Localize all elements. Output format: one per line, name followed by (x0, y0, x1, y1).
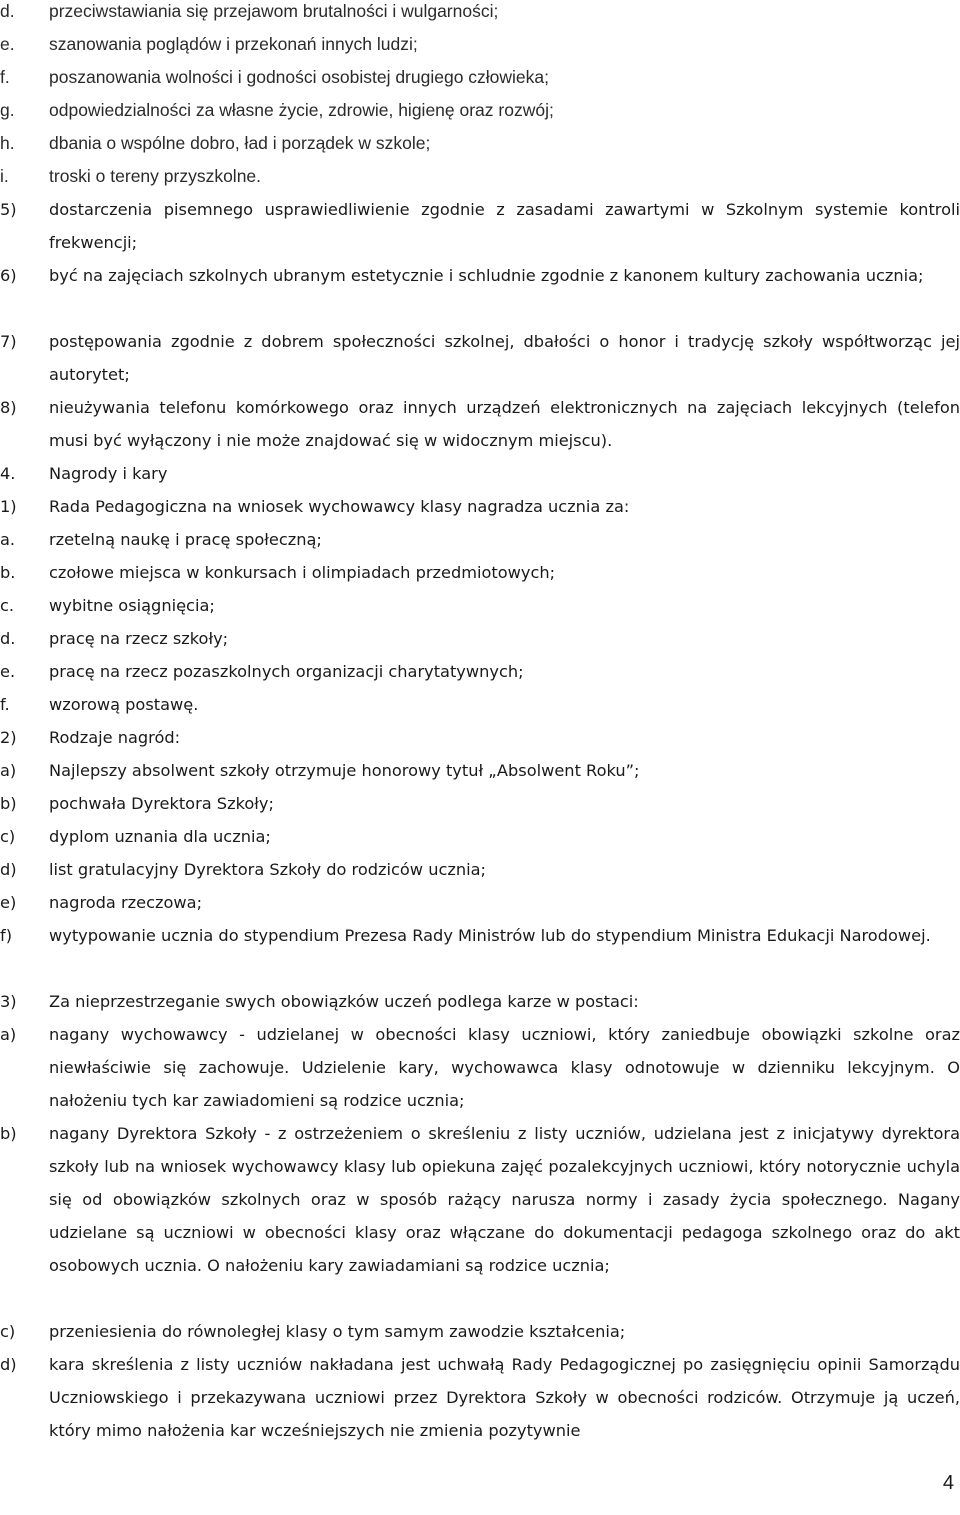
list-item-text: list gratulacyjny Dyrektora Szkoły do rodziców ucznia; (49, 860, 486, 879)
list-item-label: g. (0, 100, 15, 120)
list-item-label: c) (0, 1322, 16, 1341)
list-item-text: wybitne osiągnięcia; (49, 596, 215, 615)
page-number: 4 (942, 1472, 954, 1494)
numbered-item-label: 3) (0, 992, 17, 1011)
numbered-item (0, 325, 960, 391)
numbered-item-text: dostarczenia pisemnego usprawiedliwienie zgodnie z zasadami zawartymi w Szkolnym systemie kontroli frekwencji; (49, 200, 960, 252)
section-heading-label: 4. (0, 464, 16, 483)
numbered-item-label: 8) (0, 398, 17, 417)
numbered-item-text: Rada Pedagogiczna na wniosek wychowawcy klasy nagradza ucznia za: (49, 497, 630, 516)
list-item (0, 28, 960, 61)
list-item-label: b) (0, 794, 17, 813)
list-item-label: a) (0, 1025, 17, 1044)
list-item-label: d) (0, 860, 17, 879)
list-item-text: przeciwstawiania się przejawom brutalności i wulgarności; (49, 1, 499, 21)
numbered-item-text: nieużywania telefonu komórkowego oraz innych urządzeń elektronicznych na zajęciach lekcyjnych (telefon musi być wyłączony i nie może znajdować się w widocznym miejscu). (49, 398, 960, 450)
list-item-label: d) (0, 1355, 17, 1374)
list-item (0, 0, 960, 28)
list-item-label: b. (0, 563, 16, 582)
list-item-label: c. (0, 596, 15, 615)
list-item-label: c) (0, 827, 16, 846)
list-item-text: nagroda rzeczowa; (49, 893, 203, 912)
list-item-text: wytypowanie ucznia do stypendium Prezesa Rady Ministrów lub do stypendium Ministra Edukacji Narodowej. (49, 926, 931, 945)
list-item-text: Najlepszy absolwent szkoły otrzymuje honorowy tytuł „Absolwent Roku”; (49, 761, 640, 780)
numbered-item (0, 391, 960, 457)
numbered-item-label: 5) (0, 200, 17, 219)
list-item (0, 1117, 960, 1282)
list-item (0, 523, 960, 556)
list-item-label: i. (0, 166, 9, 186)
list-item-text: poszanowania wolności i godności osobistej drugiego człowieka; (49, 67, 550, 87)
list-item (0, 556, 960, 589)
numbered-item (0, 193, 960, 259)
list-item-label: h. (0, 133, 15, 153)
section-heading-text: Nagrody i kary (49, 464, 168, 483)
numbered-item (0, 259, 960, 292)
list-item-text: troski o tereny przyszkolne. (49, 166, 262, 186)
list-item-label: f) (0, 926, 13, 945)
list-item-text: nagany Dyrektora Szkoły - z ostrzeżeniem o skreśleniu z listy uczniów, udzielana jest z inicjatywy dyrektora szkoły lub na wniosek wychowawcy klasy lub opiekuna zajęć pozalekcyjnych uczniowi, który notorycznie uchyla się od obowiązków szkolnych oraz w sposób rażący narusza normy i zasady życia społecznego. Nagany udzielane są uczniowi w obecności klasy oraz włączane do dokumentacji pedagoga szkolnego oraz do akt osobowych ucznia. O nałożeniu kary zawiadamiani są rodzice ucznia; (49, 1124, 960, 1275)
list-item-text: dyplom uznania dla ucznia; (49, 827, 271, 846)
list-item-label: a) (0, 761, 17, 780)
list-item-text: czołowe miejsca w konkursach i olimpiadach przedmiotowych; (49, 563, 556, 582)
list-item (0, 1348, 960, 1447)
list-item-label: f. (0, 695, 10, 714)
numbered-item-text: Rodzaje nagród: (49, 728, 181, 747)
numbered-item (0, 985, 960, 1018)
list-item-label: d. (0, 629, 16, 648)
list-item (0, 622, 960, 655)
list-item-text: wzorową postawę. (49, 695, 199, 714)
numbered-item-text: być na zajęciach szkolnych ubranym estetycznie i schludnie zgodnie z kanonem kultury zachowania ucznia; (49, 266, 924, 285)
list-item-label: a. (0, 530, 16, 549)
list-item (0, 688, 960, 721)
list-item (0, 160, 960, 193)
list-item-text: nagany wychowawcy - udzielanej w obecności klasy uczniowi, który zaniedbuje obowiązki szkolne oraz niewłaściwie się zachowuje. Udzielenie kary, wychowawca klasy odnotowuje w dzienniku lekcyjnym. O nałożeniu tych kar zawiadomieni są rodzice ucznia; (49, 1025, 960, 1110)
numbered-item-label: 2) (0, 728, 17, 747)
list-item-label: e. (0, 662, 16, 681)
numbered-item (0, 490, 960, 523)
list-item (0, 61, 960, 94)
list-item-label: f. (0, 67, 10, 87)
list-item-text: pracę na rzecz pozaszkolnych organizacji charytatywnych; (49, 662, 524, 681)
list-item (0, 127, 960, 160)
list-item (0, 589, 960, 622)
numbered-item-text: postępowania zgodnie z dobrem społeczności szkolnej, dbałości o honor i tradycję szkoły współtworząc jej autorytet; (49, 332, 960, 384)
list-item-label: d. (0, 1, 15, 21)
list-item-text: dbania o wspólne dobro, ład i porządek w szkole; (49, 133, 431, 153)
list-item (0, 787, 960, 820)
list-item (0, 94, 960, 127)
numbered-item-label: 7) (0, 332, 17, 351)
list-item (0, 655, 960, 688)
list-item-label: e) (0, 893, 17, 912)
numbered-item-text: Za nieprzestrzeganie swych obowiązków uczeń podlega karze w postaci: (49, 992, 639, 1011)
list-item-text: rzetelną naukę i pracę społeczną; (49, 530, 322, 549)
list-item-text: przeniesienia do równoległej klasy o tym samym zawodzie kształcenia; (49, 1322, 626, 1341)
section-heading (0, 457, 960, 490)
list-item (0, 1315, 960, 1348)
numbered-item-label: 1) (0, 497, 17, 516)
list-item-text: pracę na rzecz szkoły; (49, 629, 229, 648)
list-item-label: b) (0, 1124, 17, 1143)
numbered-item (0, 721, 960, 754)
list-item-label: e. (0, 34, 15, 54)
list-item (0, 886, 960, 919)
list-item-text: szanowania poglądów i przekonań innych ludzi; (49, 34, 418, 54)
list-item-text: odpowiedzialności za własne życie, zdrowie, higienę oraz rozwój; (49, 100, 554, 120)
numbered-item-label: 6) (0, 266, 17, 285)
list-item (0, 820, 960, 853)
list-item (0, 1018, 960, 1117)
list-item (0, 853, 960, 886)
list-item-text: kara skreślenia z listy uczniów nakładana jest uchwałą Rady Pedagogicznej po zasięgnięciu opinii Samorządu Uczniowskiego i przekazywana uczniowi przez Dyrektora Szkoły w obecności rodziców. Otrzymuje ją uczeń, który mimo nałożenia kar wcześniejszych nie zmienia pozytywnie (49, 1355, 960, 1440)
list-item-text: pochwała Dyrektora Szkoły; (49, 794, 274, 813)
list-item (0, 919, 960, 952)
list-item (0, 754, 960, 787)
